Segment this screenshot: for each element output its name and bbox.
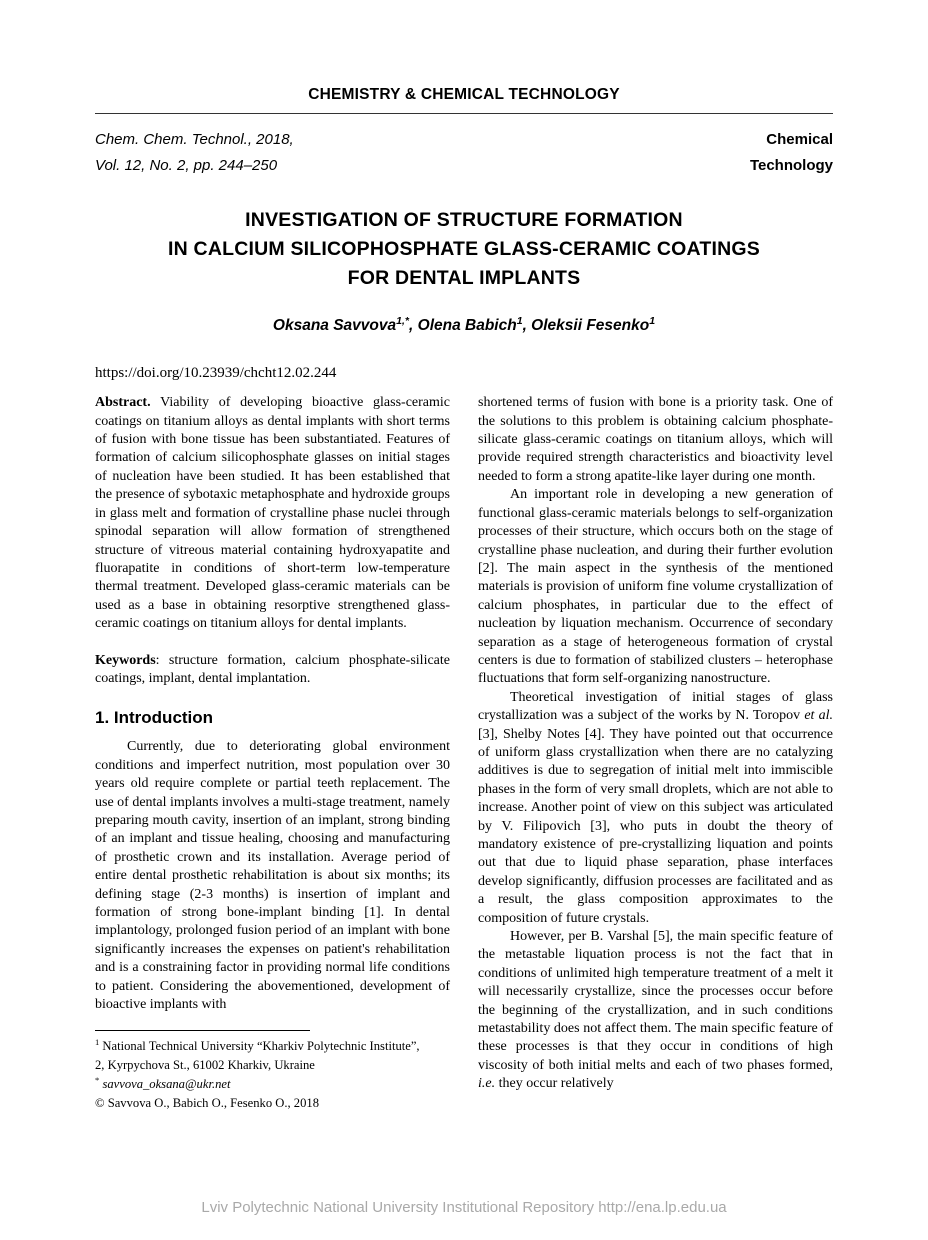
abstract-text: Viability of developing bioactive glass-ceramic coatings on titanium alloys as dental implants with short terms of fusion with bone tissue has been substantiated. Features of formation of calcium silicophosphate glasses on initial stages of nucleation have been studied. It has been established that the presence of sybotaxic metaphosphate and hydroxide groups in glass melt and formation of crystalline phase nuclei through spinodal separation will allow formation of strengthened structure of vitreous material containing hydroxyapatite and fluorapatite in conditions of short-term low-temperature thermal treatment. Developed glass-ceramic materials can be used as a base in obtaining resorptive strengthened glass-ceramic coatings on titanium alloys for dental implants. [95, 395, 450, 632]
citation-info [95, 127, 294, 180]
body-paragraph-4: However, per B. Varshal [5], the main specific feature of the metastable liquation process is not the fact that in conditions of unlimited high temperature treatment of a melt it will necessarily crystallize, since the processes occur before the beginning of the crystallization, and in such conditions metastability does not affect them. The main specific feature of these processes is that they occur in conditions of high viscosity of both initial melts and each of two phases formed, i.e. they occur relatively [478, 929, 833, 1092]
footnote-email: * savvova_oksana@ukr.net [95, 1075, 231, 1092]
journal-name-line2: Technology [749, 157, 833, 175]
journal-header: CHEMISTRY & CHEMICAL TECHNOLOGY [308, 86, 620, 103]
footnote-divider [95, 1030, 310, 1031]
body-paragraph-3: Theoretical investigation of initial stages of glass crystallization was a subject of the works by N. Toropov et al. [3], Shelby Notes [4]. They have pointed out that occurrence of uniform glass crystallization when there are no catalyzing additives is due to segregation of initial melt into immiscible phases in the form of very small droplets, which are not able to increase. Another point of view on this subject was articulated by V. Filipovich [3], who puts in doubt the theory of mandatory existence of pre-crystallizing liquation and points out that due to liquid phase separation, phase interfaces develop significantly, diffusion processes are facilitated and as a result, the glass composition approximates to the composition of future crystals. [478, 689, 834, 926]
citation-journal: Chem. Chem. Technol., 2018, [95, 131, 294, 148]
footnote-address: 2, Kyrpychova St., 61002 Kharkiv, Ukraine [95, 1058, 315, 1073]
keywords-text: : structure formation, calcium phosphate-silicate coatings, implant, dental implantation. [95, 652, 450, 686]
abstract-paragraph [95, 394, 450, 633]
body-paragraph-2: An important role in developing a new generation of functional glass-ceramic materials belongs to self-organization processes of their structure, which occurs both on the stage of crystalline phase nucleation, and during their further evolution [2]. The main aspect in the synthesis of the mentioned materials is provision of uniform fine volume crystallization of calcium phosphates, in particular due to the effect of nucleation by liquation mechanism. Occurrence of secondary separation as a stage of heterogeneous formation of crystal centers is due to formation of stabilized clusters – heterophase fluctuations that form self-organizing nanostructure. [478, 487, 833, 687]
article-title-line3: FOR DENTAL IMPLANTS [347, 267, 581, 289]
introduction-paragraph: Currently, due to deteriorating global environment conditions and imperfect nutrition, most population over 30 years old require complete or partial teeth replacement. The use of dental implants involves a multi-stage treatment, namely preparing mouth cavity, insertion of an implant, strong binding of an implant and tissue healing, choosing and manufacturing of prosthetic crown and its installation. Average period of entire dental prosthetic rehabilitation is about six months; its defining stage (2-3 months) is insertion of implant and formation of strong bone-implant binding [1]. In dental implantology, prolonged fusion period of an implant with bone significantly increases the expenses on patient's rehabilitation and is a constraining factor in providing normal life conditions to patient. Considering the abovementioned, development of bioactive implants with [95, 739, 450, 1013]
article-title-line2: IN CALCIUM SILICOPHOSPHATE GLASS-CERAMIC COATINGS [168, 237, 760, 260]
footnote-copyright: © Savvova O., Babich O., Fesenko O., 2018 [95, 1096, 319, 1111]
authors-line: Oksana Savvova$^{1,*}$, Olena Babich$^1$, Oleksii Fesenko$^1$ [272, 315, 656, 335]
introduction-heading: 1. Introduction [95, 708, 214, 728]
header-divider [95, 113, 833, 114]
body-paragraph-1: shortened terms of fusion with bone is a priority task. One of the solutions to this problem is obtaining calcium phosphate-silicate glass-ceramic coatings on titanium alloys, which will provide required strength characteristics and bioactivity level needed to form a strong apatite-like layer during one month. [478, 395, 833, 484]
repository-footer: Lviv Polytechnic National University Institutional Repository http://ena.lp.edu.ua [201, 1199, 727, 1216]
right-column [478, 394, 833, 1113]
journal-name [750, 127, 833, 180]
article-title [95, 206, 833, 294]
citation-volume: Vol. 12, No. 2, pp. 244–250 [95, 157, 278, 175]
citation-row [95, 127, 833, 180]
keywords-label: Keywords [95, 652, 156, 668]
keywords-paragraph [95, 652, 450, 689]
left-column [95, 394, 450, 1113]
footnotes-block [95, 1030, 450, 1113]
abstract-label: Abstract. [95, 395, 151, 411]
journal-name-line1: Chemical [766, 131, 833, 148]
two-column-body [95, 394, 833, 1113]
doi-link: https://doi.org/10.23939/chcht12.02.244 [95, 365, 337, 382]
article-title-line1: INVESTIGATION OF STRUCTURE FORMATION [245, 208, 683, 231]
footnote-affiliation: $^1$ National Technical University “Kharkiv Polytechnic Institute”, [95, 1037, 420, 1054]
